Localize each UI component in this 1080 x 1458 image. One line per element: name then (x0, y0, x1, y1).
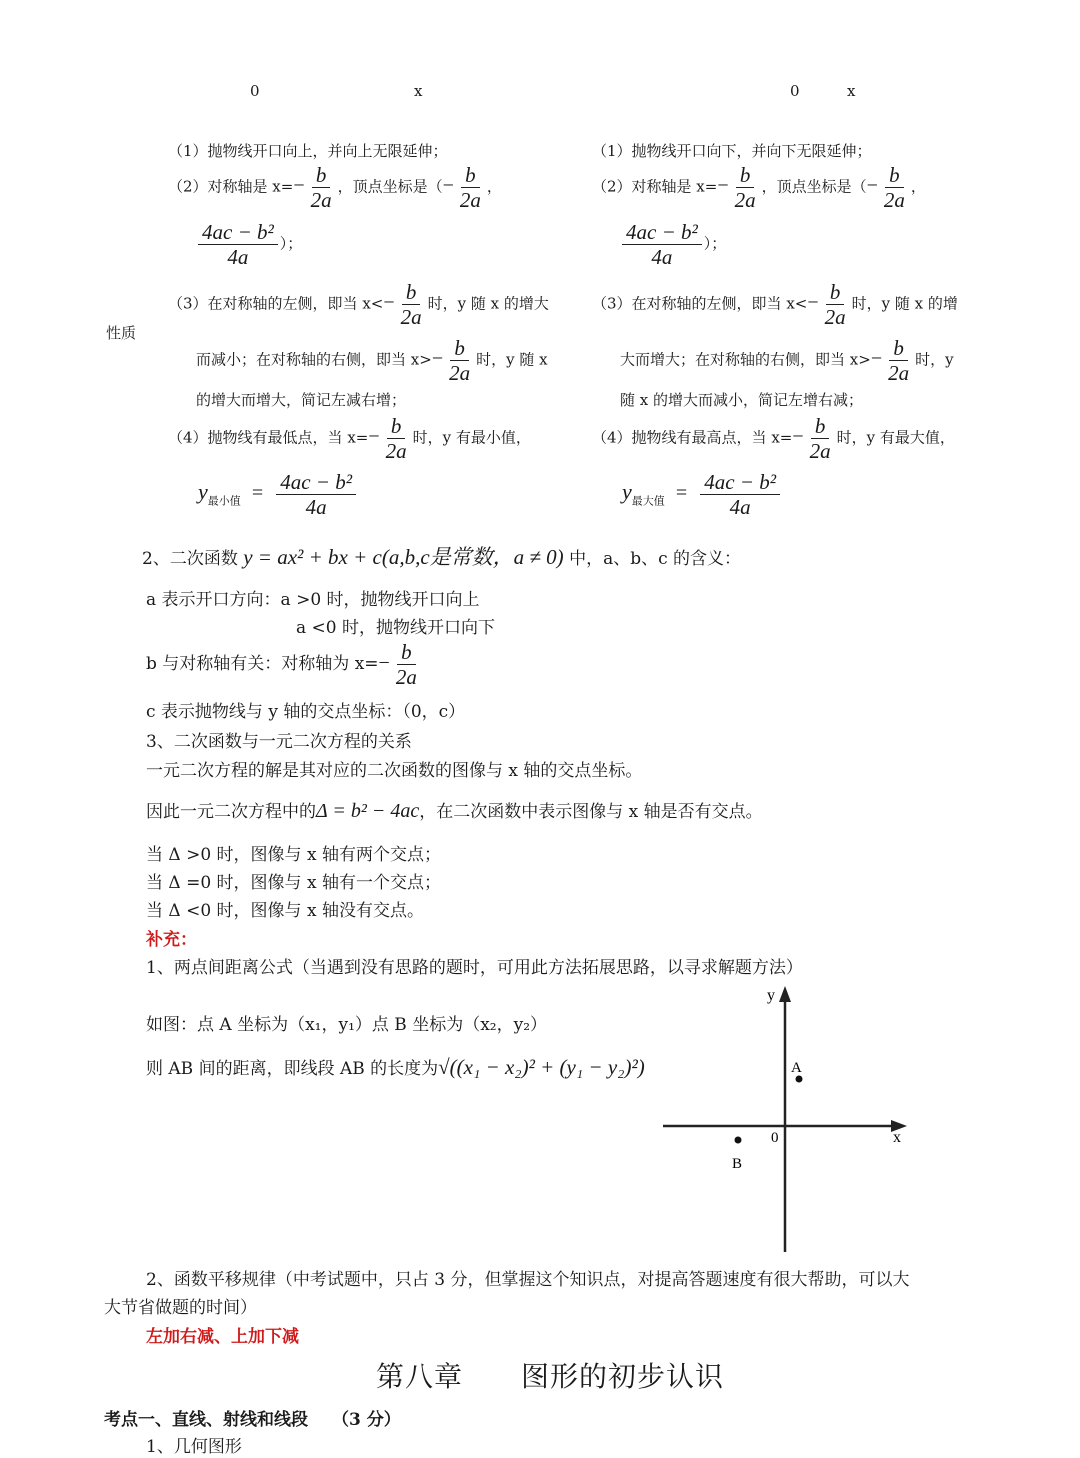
sec2-a-line1: a 表示开口方向：a >0 时，抛物线开口向上 (146, 590, 480, 610)
sec3-case1: 当 Δ >0 时，图像与 x 轴有两个交点； (146, 845, 441, 865)
right-vertex-y: $\frac{\text{4ac − b²}}{4a}$ ）； (620, 220, 726, 269)
right-item-2: （2）对称轴是 x=− $\frac{b}{2a}$ ，顶点坐标是（− $\frac{b}{2a}$ ， (592, 163, 926, 213)
left-item-3a: （3）在对称轴的左侧，即当 x<− $\frac{b}{2a}$ 时，y 随 x 的增大 (168, 280, 549, 330)
left-x-label: x (414, 82, 423, 100)
right-item-3b: 大而增大；在对称轴的右侧，即当 x>− $\frac{b}{2a}$ 时，y (620, 336, 954, 386)
supp-item1: 1、两点间距离公式（当遇到没有思路的题时，可用此方法拓展思路，以寻求解题方法） (146, 958, 803, 978)
right-x-label: x (847, 82, 856, 100)
point-b-label: B (732, 1156, 743, 1172)
point-a-label: A (791, 1060, 802, 1076)
right-item-3c: 随 x 的增大而减小，简记左增右减； (620, 391, 863, 409)
right-item-3a: （3）在对称轴的左侧，即当 x<− $\frac{b}{2a}$ 时，y 随 x 的增 (592, 280, 958, 330)
left-ymin: $y_{最小值}$ = $\frac{\text{4ac − b²}}{4a}$ (198, 470, 358, 519)
coordinate-graph (655, 980, 915, 1260)
left-vertex-y: $\frac{\text{4ac − b²}}{4a}$ ）； (196, 220, 302, 269)
sec3-title: 3、二次函数与一元二次方程的关系 (146, 732, 412, 752)
supp-distance: 则 AB 间的距离，即线段 AB 的长度为√((x₁ − x₂)² + (y₁ − y₂)²) (146, 1055, 645, 1079)
sec3-line2: 因此一元二次方程中的Δ = b² − 4ac，在二次函数中表示图像与 x 轴是否有交点。 (146, 800, 763, 822)
supp-fig-line: 如图：点 A 坐标为（x₁，y₁）点 B 坐标为（x₂，y₂） (146, 1015, 548, 1035)
supp-item2-line2: 大节省做题的时间） (104, 1298, 257, 1318)
supp-title: 补充： (146, 930, 197, 950)
left-item-1: （1）抛物线开口向上，并向上无限延伸； (168, 142, 448, 160)
point-b (735, 1137, 742, 1144)
sec2-b-line: b 与对称轴有关：对称轴为 x=− $\frac{b}{2a}$ (146, 640, 417, 690)
supp-item2-line1: 2、函数平移规律（中考试题中，只占 3 分，但掌握这个知识点，对提高答题速度有很大帮助，可以大 (146, 1270, 910, 1290)
right-ymax: $y_{最大值}$ = $\frac{\text{4ac − b²}}{4a}$ (622, 470, 782, 519)
sec2-title: 2、二次函数 y = ax² + bx + c(a,b,c是常数，a ≠ 0) 中，a、b、c 的含义： (142, 545, 742, 569)
sec3-line1: 一元二次方程的解是其对应的二次函数的图像与 x 轴的交点坐标。 (146, 761, 643, 781)
left-item-4: （4）抛物线有最低点，当 x=− $\frac{b}{2a}$ 时，y 有最小值， (168, 414, 531, 464)
x-axis-label: x (893, 1129, 901, 1146)
side-label-property: 性质 (106, 324, 137, 342)
right-item-1: （1）抛物线开口向下，并向下无限延伸； (592, 142, 872, 160)
shift-rule: 左加右减、上加下减 (146, 1327, 299, 1347)
right-origin-label: 0 (790, 82, 800, 100)
left-origin-label: 0 (250, 82, 260, 100)
left-item-3b: 而减小；在对称轴的右侧，即当 x>− $\frac{b}{2a}$ 时，y 随 x (196, 336, 548, 386)
point-a (796, 1076, 803, 1083)
left-item-3c: 的增大而增大，简记左减右增； (196, 391, 407, 409)
y-axis-arrow (779, 986, 791, 1002)
kaodian-title: 考点一、直线、射线和线段 （3 分） (104, 1410, 401, 1430)
origin-label: 0 (771, 1130, 779, 1146)
sec3-case2: 当 Δ =0 时，图像与 x 轴有一个交点； (146, 873, 441, 893)
sec2-a-line2: a <0 时，抛物线开口向下 (296, 618, 496, 638)
sec3-case3: 当 Δ <0 时，图像与 x 轴没有交点。 (146, 901, 424, 921)
chapter-title: 第八章 图形的初步认识 (376, 1360, 725, 1393)
right-item-4: （4）抛物线有最高点，当 x=− $\frac{b}{2a}$ 时，y 有最大值， (592, 414, 955, 464)
sec2-c-line: c 表示抛物线与 y 轴的交点坐标：（0，c） (146, 702, 466, 722)
kaodian-item1: 1、几何图形 (146, 1437, 242, 1457)
y-axis-label: y (767, 987, 775, 1004)
left-item-2: （2）对称轴是 x=− $\frac{b}{2a}$ ，顶点坐标是（− $\frac{b}{2a}$ ， (168, 163, 502, 213)
